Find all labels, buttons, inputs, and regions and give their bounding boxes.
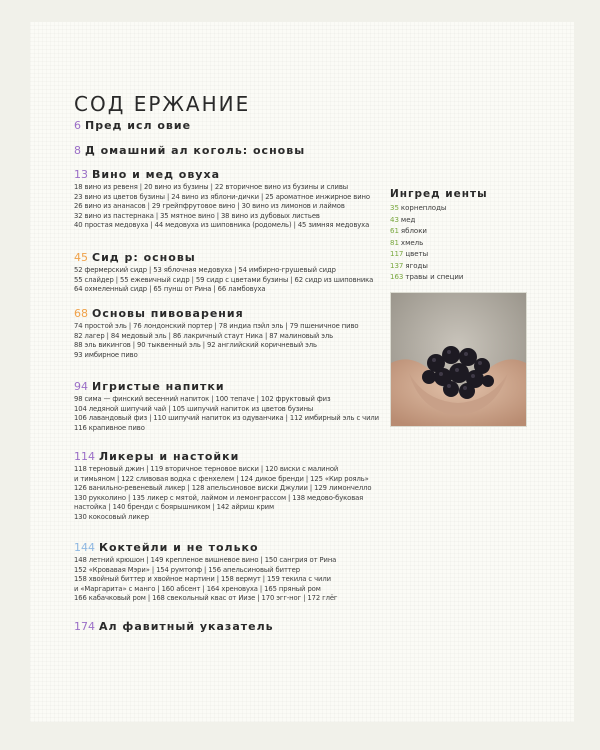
ingredient-item[interactable]	[390, 203, 525, 215]
section-heading[interactable]	[74, 168, 374, 181]
recipe-line[interactable]: 98 сима — финский весенний напиток | 100 тепаче | 102 фруктовый физ	[74, 395, 331, 403]
section-page-number: 8	[74, 144, 81, 157]
section-page-number: 174	[74, 620, 95, 633]
section-title: Игристые напитки	[92, 380, 225, 393]
recipe-line[interactable]: 116 крапивное пиво	[74, 423, 145, 432]
section-heading[interactable]	[74, 307, 374, 320]
section-page-number: 94	[74, 380, 88, 393]
ingredient-label: корнеплоды	[400, 204, 447, 212]
section-heading[interactable]	[74, 119, 374, 132]
recipe-line[interactable]: и «Маргарита» с манго | 160 абсент | 164 хреновуха | 165 пряный ром	[74, 584, 321, 593]
ingredient-item[interactable]	[390, 261, 525, 273]
section-page-number: 114	[74, 450, 95, 463]
recipe-line[interactable]: 93 имбирное пиво	[74, 350, 138, 359]
section-title: Коктейли и не только	[99, 541, 259, 554]
recipe-list	[74, 465, 374, 523]
ingredient-page-number: 35	[390, 204, 399, 212]
section-page-number: 144	[74, 541, 95, 554]
page-title: СОД ЕРЖАНИЕ	[74, 92, 251, 116]
toc-section	[74, 541, 374, 604]
ingredient-label: цветы	[405, 250, 429, 258]
recipe-line[interactable]: 23 вино из цветов бузины | 24 вино из яблони-дички | 25 ароматное инжирное вино	[74, 192, 370, 201]
recipe-line[interactable]: 148 летний крюшон | 149 крепленое вишневое вино | 150 сангрия от Рина	[74, 556, 337, 564]
ingredient-item[interactable]	[390, 238, 525, 250]
recipe-line[interactable]: 88 эль викингов | 90 тыквенный эль | 92 английский коричневый эль	[74, 341, 317, 350]
recipe-line[interactable]: 32 вино из пастернака | 35 мятное вино | 38 вино из дубовых листьев	[74, 211, 320, 220]
section-title: Сид р: основы	[92, 251, 196, 264]
recipe-line[interactable]: 158 хвойный биттер и хвойное мартини | 158 вермут | 159 текила с чили	[74, 575, 331, 584]
ingredient-item[interactable]	[390, 272, 525, 284]
ingredient-label: яблоки	[400, 227, 427, 235]
ingredient-item[interactable]	[390, 226, 525, 238]
recipe-line[interactable]: 82 лагер | 84 медовый эль | 86 лакричный стаут Ника | 87 малиновый эль	[74, 331, 334, 340]
ingredient-page-number: 137	[390, 261, 404, 270]
section-heading[interactable]	[74, 251, 374, 264]
toc-section	[74, 119, 374, 132]
blackberries-photo	[390, 292, 527, 427]
blackberries-in-hands-image	[391, 293, 526, 426]
recipe-line[interactable]: 40 простая медовуха | 44 медовуха из шиповника (родомель) | 45 зимняя медовуха	[74, 221, 370, 230]
toc-section	[74, 168, 374, 231]
toc-section	[74, 620, 374, 633]
toc-section	[74, 144, 374, 157]
recipe-line[interactable]: 130 кокосовый ликер	[74, 512, 149, 521]
recipe-list	[74, 266, 374, 295]
section-page-number: 13	[74, 168, 88, 181]
section-page-number: 68	[74, 307, 88, 320]
ingredient-label: мед	[400, 215, 416, 224]
recipe-list	[74, 322, 374, 360]
section-heading[interactable]	[74, 541, 374, 554]
toc-section	[74, 251, 374, 295]
recipe-line[interactable]: 18 вино из ревеня | 20 вино из бузины | 22 вторичное вино из бузины и сливы	[74, 183, 349, 191]
toc-section	[74, 450, 374, 523]
recipe-line[interactable]: 55 слайдер | 55 ежевичный сидр | 59 сидр с цветами бузины | 62 сидр из шиповника	[74, 275, 374, 284]
ingredient-page-number: 163	[390, 273, 404, 281]
toc-section	[74, 380, 379, 433]
recipe-line[interactable]: 118 терновый джин | 119 вторичное терновое виски | 120 виски с малиной	[74, 465, 339, 473]
recipe-line[interactable]: 106 лавандовый физ | 110 шипучий напиток из одуванчика | 112 имбирный эль с чили	[74, 414, 379, 423]
recipe-line[interactable]: 126 ванильно-ревеневый ликер | 128 апельсиновое виски Джулии | 129 лимончелло	[74, 484, 372, 493]
section-heading[interactable]	[74, 450, 374, 463]
section-title: Вино и мед овуха	[92, 168, 220, 181]
recipe-line[interactable]: 52 фермерский сидр | 53 яблочная медовуха | 54 имбирно-грушевый сидр	[74, 266, 336, 274]
recipe-line[interactable]: и тимьяном | 122 сливовая водка с фенхелем | 124 дикое бренди | 125 «Кир рояль»	[74, 474, 369, 483]
ingredient-label: хмель	[400, 238, 424, 247]
recipe-list	[74, 183, 374, 231]
section-title: Основы пивоварения	[92, 307, 244, 320]
recipe-line[interactable]: 152 «Кровавая Мэри» | 154 румтопф | 156 апельсиновый биттер	[74, 565, 300, 574]
section-title: Д омашний ал коголь: основы	[85, 144, 306, 157]
section-title: Ал фавитный указатель	[99, 620, 274, 633]
ingredient-page-number: 61	[390, 227, 399, 235]
ingredient-page-number: 43	[390, 215, 399, 224]
recipe-line[interactable]: 26 вино из ананасов | 29 грейпфрутовое вино | 30 вино из лимонов и лаймов	[74, 202, 345, 211]
section-page-number: 6	[74, 119, 81, 132]
recipe-line[interactable]: 130 рукколино | 135 ликер с мятой, лаймом и лемонграссом | 138 медово-буковая	[74, 493, 364, 502]
sidebar-title: Ингред иенты	[390, 188, 488, 200]
section-title: Пред исл овие	[85, 119, 192, 132]
sidebar-list	[390, 203, 525, 284]
recipe-line[interactable]: 64 охмеленный сидр | 65 пунш от Рина | 66 ламбовуха	[74, 285, 266, 294]
ingredient-page-number: 81	[390, 238, 399, 247]
section-page-number: 45	[74, 251, 88, 264]
ingredient-page-number: 117	[390, 250, 404, 258]
recipe-line[interactable]: настойка | 140 бренди с боярышником | 142 айриш крим	[74, 503, 274, 512]
section-title: Ликеры и настойки	[99, 450, 240, 463]
recipe-list	[74, 556, 374, 604]
recipe-list	[74, 395, 379, 433]
section-heading[interactable]	[74, 620, 374, 633]
ingredients-sidebar	[390, 188, 525, 284]
ingredient-item[interactable]	[390, 215, 525, 227]
recipe-line[interactable]: 104 ледяной шипучий чай | 105 шипучий напиток из цветов бузины	[74, 404, 314, 413]
toc-section	[74, 307, 374, 360]
recipe-line[interactable]: 74 простой эль | 76 лондонский портер | 78 индиа пэйл эль | 79 пшеничное пиво	[74, 322, 359, 330]
ingredient-label: травы и специи	[405, 273, 464, 281]
section-heading[interactable]	[74, 144, 374, 157]
ingredient-label: ягоды	[405, 261, 428, 270]
ingredient-item[interactable]	[390, 249, 525, 261]
recipe-line[interactable]: 166 кабачковый ром | 168 свекольный квас от Иизе | 170 эгг-ног | 172 глёг	[74, 594, 338, 603]
section-heading[interactable]	[74, 380, 374, 393]
